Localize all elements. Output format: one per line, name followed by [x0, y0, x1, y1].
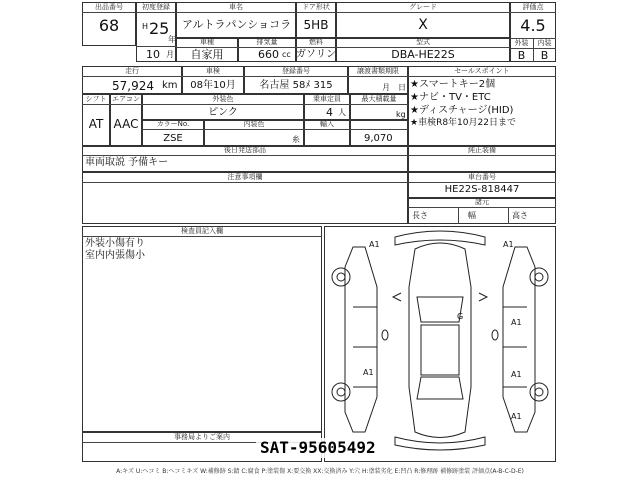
plate-label: 登録番号 [282, 67, 310, 75]
transfer-deadline-label: 譲渡書類期限 [357, 67, 399, 75]
damage-mark: A1 [503, 240, 514, 249]
shipping-parts-label: 後日発送部品 [224, 146, 266, 154]
genuine-equipment-label: 純正装備 [468, 146, 496, 154]
inspector-note: 室内内張傷小 [85, 250, 145, 261]
max-load-unit: kg [396, 110, 406, 119]
model-name: アルトラパンショコラ [182, 18, 292, 31]
doors-label: ドア形状 [302, 3, 330, 11]
inspector-note: 外装小傷有り [85, 238, 145, 249]
sales-point: ★スマートキー2個 [410, 79, 496, 90]
damage-legend: A:キズ U:ヘコミ B:ヘコミキズ W:補修跡 S:錆 C:腐食 P:塗装傷 X:要交換 XX:交換済み Y:穴 H:塗装劣化 E:凹凸 R:修理跡 補修跡塗装 評価点(A-B-C-D-E) [116, 468, 524, 475]
office-notice-label: 事務局よりご案内 [174, 433, 230, 441]
color-number-label: カラーNo. [156, 120, 190, 128]
inspection-label: 車検 [206, 67, 220, 75]
vehicle-weight: 9,070 [364, 133, 393, 144]
chassis-label: 型式 [416, 38, 430, 46]
aircon: AAC [113, 117, 139, 131]
month-unit: 月 [166, 50, 174, 59]
mileage-label: 走行 [125, 67, 139, 75]
exterior-grade-label: 外装 [514, 39, 529, 47]
lot-number: 68 [98, 16, 120, 35]
capacity-unit: 人 [338, 108, 346, 117]
score: 4.5 [520, 16, 546, 35]
damage-mark: A1 [369, 240, 380, 249]
car-diagram [324, 226, 556, 462]
damage-mark: G [457, 312, 464, 321]
shipping-parts: 車両取説 予備キー [85, 157, 169, 168]
fuel-label: 燃料 [309, 38, 323, 46]
era: H [142, 22, 149, 31]
doors: 5HB [303, 18, 329, 32]
grade-label: グレード [409, 3, 437, 11]
damage-mark: A1 [363, 368, 374, 377]
vehicle-type-label: 車種 [200, 38, 214, 46]
exterior-color-label: 外装色 [212, 95, 234, 103]
displacement: 660 [258, 48, 279, 61]
fuel: ガソリン [296, 49, 336, 60]
height-label: 高さ [512, 211, 528, 220]
displacement-label: 排気量 [256, 38, 278, 46]
damage-mark: A1 [511, 412, 522, 421]
sales-point: ★ナビ・TV・ETC [410, 92, 491, 103]
score-label: 評価点 [522, 3, 544, 11]
interior-grade: B [540, 49, 549, 62]
year-unit: 年 [168, 35, 176, 44]
mileage: 57,924 [112, 79, 154, 93]
sales-points-label: セールスポイント [454, 67, 510, 75]
notes-label: 注意事項欄 [227, 173, 263, 181]
lot-number-label: 出品番号 [95, 3, 123, 11]
mileage-unit: km [162, 80, 178, 91]
aircon-label: エアコン [112, 95, 140, 103]
import-unit: 糸 [292, 135, 300, 144]
registration-label: 初度登録 [142, 3, 170, 11]
car-outline [325, 227, 555, 461]
sales-point: ★ディスチャージ(HID) [410, 105, 514, 116]
grade: X [418, 17, 428, 33]
transfer-day-unit: 日 [398, 83, 406, 92]
width-label: 幅 [468, 211, 476, 220]
frame-number-label: 車台番号 [468, 173, 496, 181]
vehicle-type: 自家用 [190, 48, 224, 61]
inspector-notes-label: 検査員記入欄 [181, 227, 223, 235]
interior-color-label: 内装色 [243, 120, 265, 128]
import-label: 輸入 [320, 120, 334, 128]
watermark: SAT-95605492 [256, 438, 380, 458]
damage-mark: A1 [511, 318, 522, 327]
transfer-month-unit: 月 [382, 83, 390, 92]
shift-label: シフト [85, 95, 107, 103]
damage-mark: A1 [511, 370, 522, 379]
inspection-expiry: 08年10月 [190, 80, 236, 91]
exterior-color: ピンク [208, 107, 238, 118]
registration-year: 25 [149, 19, 170, 38]
chassis-code: DBA-HE22S [391, 48, 455, 61]
length-label: 長さ [412, 211, 428, 220]
displacement-unit: cc [282, 50, 291, 59]
interior-grade-label: 内装 [537, 39, 552, 47]
shift: AT [88, 117, 104, 131]
registration-month: 10 [146, 48, 160, 61]
plate-number: 名古屋 58ﾒ 315 [259, 80, 333, 91]
capacity: 4 [326, 106, 333, 119]
sales-point: ★車検R8年10月22日まで [410, 118, 516, 128]
frame-number: HE22S-818447 [444, 184, 520, 195]
exterior-grade: B [517, 49, 526, 62]
model-label: 車名 [229, 3, 243, 11]
max-load-label: 最大積載量 [361, 95, 397, 103]
capacity-label: 乗車定員 [313, 95, 341, 103]
color-number: ZSE [163, 133, 183, 144]
dimensions-label: 諸元 [475, 198, 489, 206]
